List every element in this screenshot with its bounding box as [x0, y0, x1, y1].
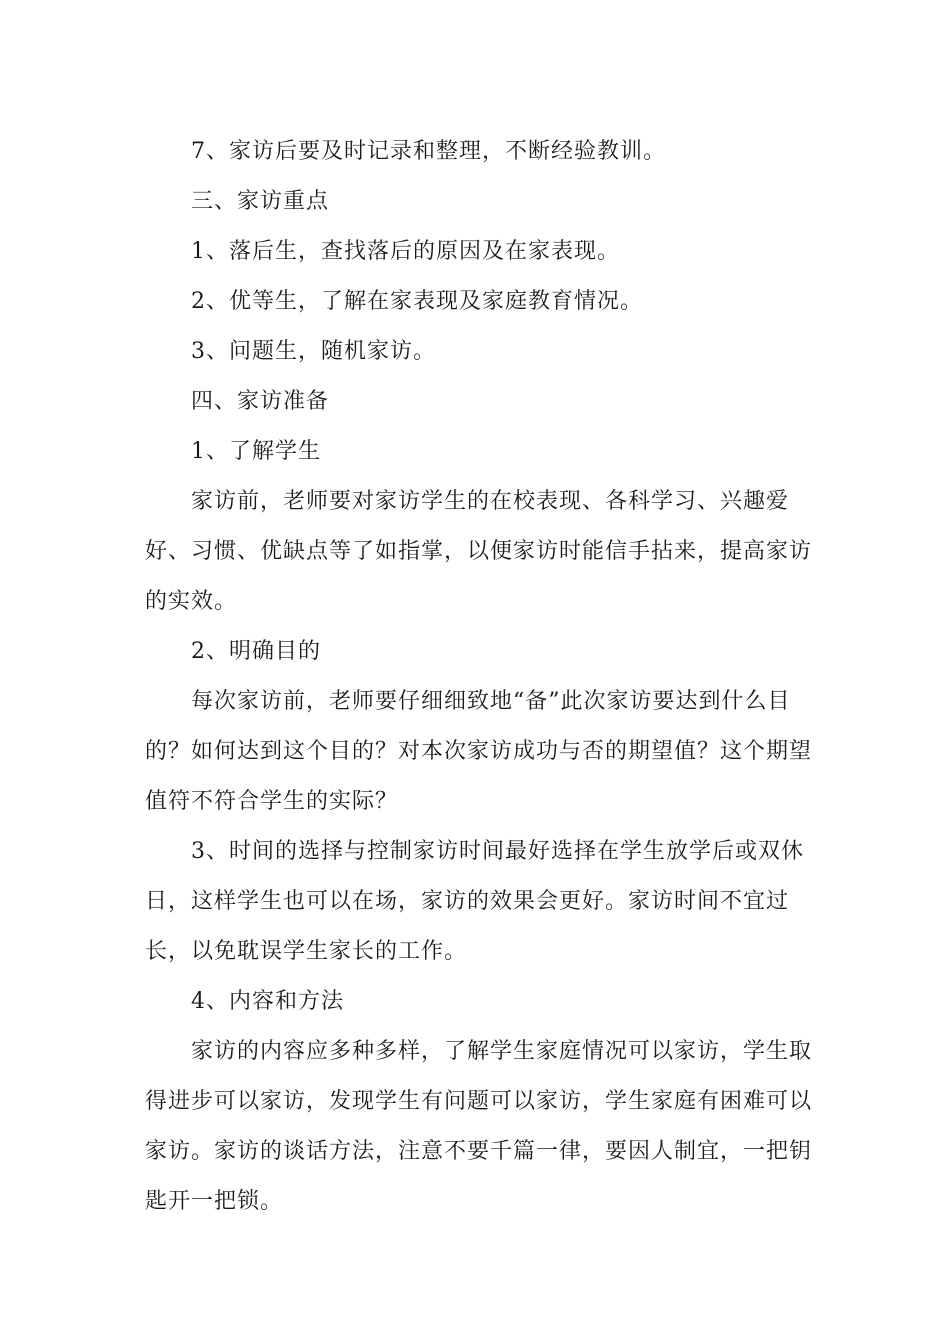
paragraph-content-methods: 家访的内容应多种多样，了解学生家庭情况可以家访，学生取得进步可以家访，发现学生有问题可以家访，学生家庭有困难可以家访。家访的谈话方法，注意不要千篇一律，要因人制宜，一把钥匙开一把锁。 [145, 1039, 813, 1214]
paragraph-time-selection: 3、时间的选择与控制家访时间最好选择在学生放学后或双休日，这样学生也可以在场，家访的效果会更好。家访时间不宜过长，以免耽误学生家长的工作。 [145, 839, 804, 964]
section-heading-3: 三、家访重点 [191, 189, 330, 214]
subheading-understand-students: 1、了解学生 [191, 439, 321, 464]
subheading-clear-purpose: 2、明确目的 [191, 639, 321, 664]
section-heading-4: 四、家访准备 [191, 389, 330, 414]
paragraph-item-1-lagging: 1、落后生，查找落后的原因及在家表现。 [191, 239, 620, 264]
paragraph-item-2-excellent: 2、优等生，了解在家表现及家庭教育情况。 [191, 289, 643, 314]
paragraph-clear-purpose: 每次家访前，老师要仔细细致地“备”此次家访要达到什么目的？如何达到这个目的？对本次家访成功与否的期望值？这个期望值符不符合学生的实际？ [145, 689, 813, 814]
subheading-content-methods: 4、内容和方法 [191, 989, 344, 1014]
paragraph-item-3-problem: 3、问题生，随机家访。 [191, 339, 436, 364]
paragraph-item-7-record: 7、家访后要及时记录和整理，不断经验教训。 [191, 139, 666, 164]
paragraph-understand-students: 家访前，老师要对家访学生的在校表现、各科学习、兴趣爱好、习惯、优缺点等了如指掌，以便家访时能信手拈来，提高家访的实效。 [145, 489, 813, 614]
